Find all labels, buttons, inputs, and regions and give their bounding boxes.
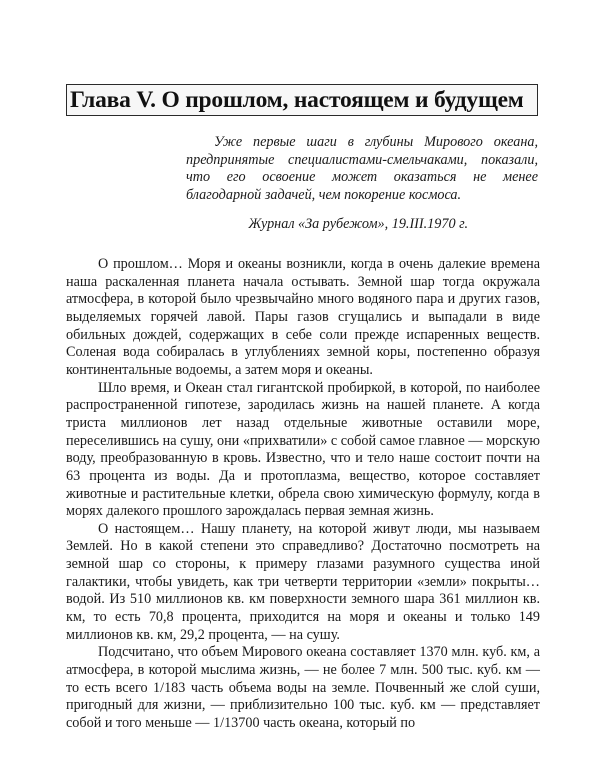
document-page xyxy=(66,84,540,733)
paragraph-past: О прошлом… Моря и океаны возникли, когда в очень далекие времена наша раскаленная планета начала остывать. Земной шар тогда окружала атмосфера, в которой было чрезвычайно много водяного пара и других газов, выделяемых горячей лавой. Пары газов сгущались и выпадали в виде обильных дождей, содержащих в себе соли прежде испаренных веществ. Соленая вода собиралась в углублениях земной коры, постепенно образуя континентальные водоемы, а затем моря и океаны. xyxy=(66,255,540,378)
paragraph-present: О настоящем… Нашу планету, на которой живут люди, мы называем Землей. Но в какой степени это справедливо? Достаточно посмотреть на земной шар со стороны, к примеру глазами разумного существа иной галактики, чтобы увидеть, как три четверти территории «земли» покрыты… водой. Из 510 миллионов кв. км поверхности земного шара 361 миллион кв. км, то есть 70,8 процента, приходится на моря и океаны и только 149 миллионов кв. км, 29,2 процента, — на сушу. xyxy=(66,520,540,643)
epigraph-text: Уже первые шаги в глубины Мирового океана, предпринятые специалистами-смельчаками, показали, что его освоение может оказаться не менее благодарной задачей, чем покорение космоса. xyxy=(186,134,538,203)
paragraph-ocean-volume: Подсчитано, что объем Мирового океана составляет 1370 млн. куб. км, а атмосфера, в которой мыслима жизнь, — не более 7 млн. 500 тыс. куб. км — то есть всего 1/183 часть объема воды на земле. Почвенный же слой суши, пригодный для жизни, — приблизительно 100 тыс. куб. км — представляет собой и того меньше — 1/13700 часть океана, который по xyxy=(66,644,540,732)
paragraph-origin-of-life: Шло время, и Океан стал гигантской пробиркой, в которой, по наиболее распространенной гипотезе, зародилась жизнь на нашей планете. А когда триста миллионов лет назад отдельные животные оставили море, переселившись на сушу, они «прихватили» с собой самое главное — морскую воду, преобразованную в кровь. Известно, что и тело наше состоит почти на 63 процента из воды. Да и протоплазма, вещество, которое составляет животные и растительные клетки, обрела свою химическую формулу, когда в морях далекого прошлого зарождалась первая земная жизнь. xyxy=(66,379,540,520)
chapter-title: Глава V. О прошлом, настоящем и будущем xyxy=(66,84,538,116)
epigraph-source: Журнал «За рубежом», 19.III.1970 г. xyxy=(248,216,468,233)
epigraph xyxy=(186,134,538,234)
body-text xyxy=(66,256,540,733)
